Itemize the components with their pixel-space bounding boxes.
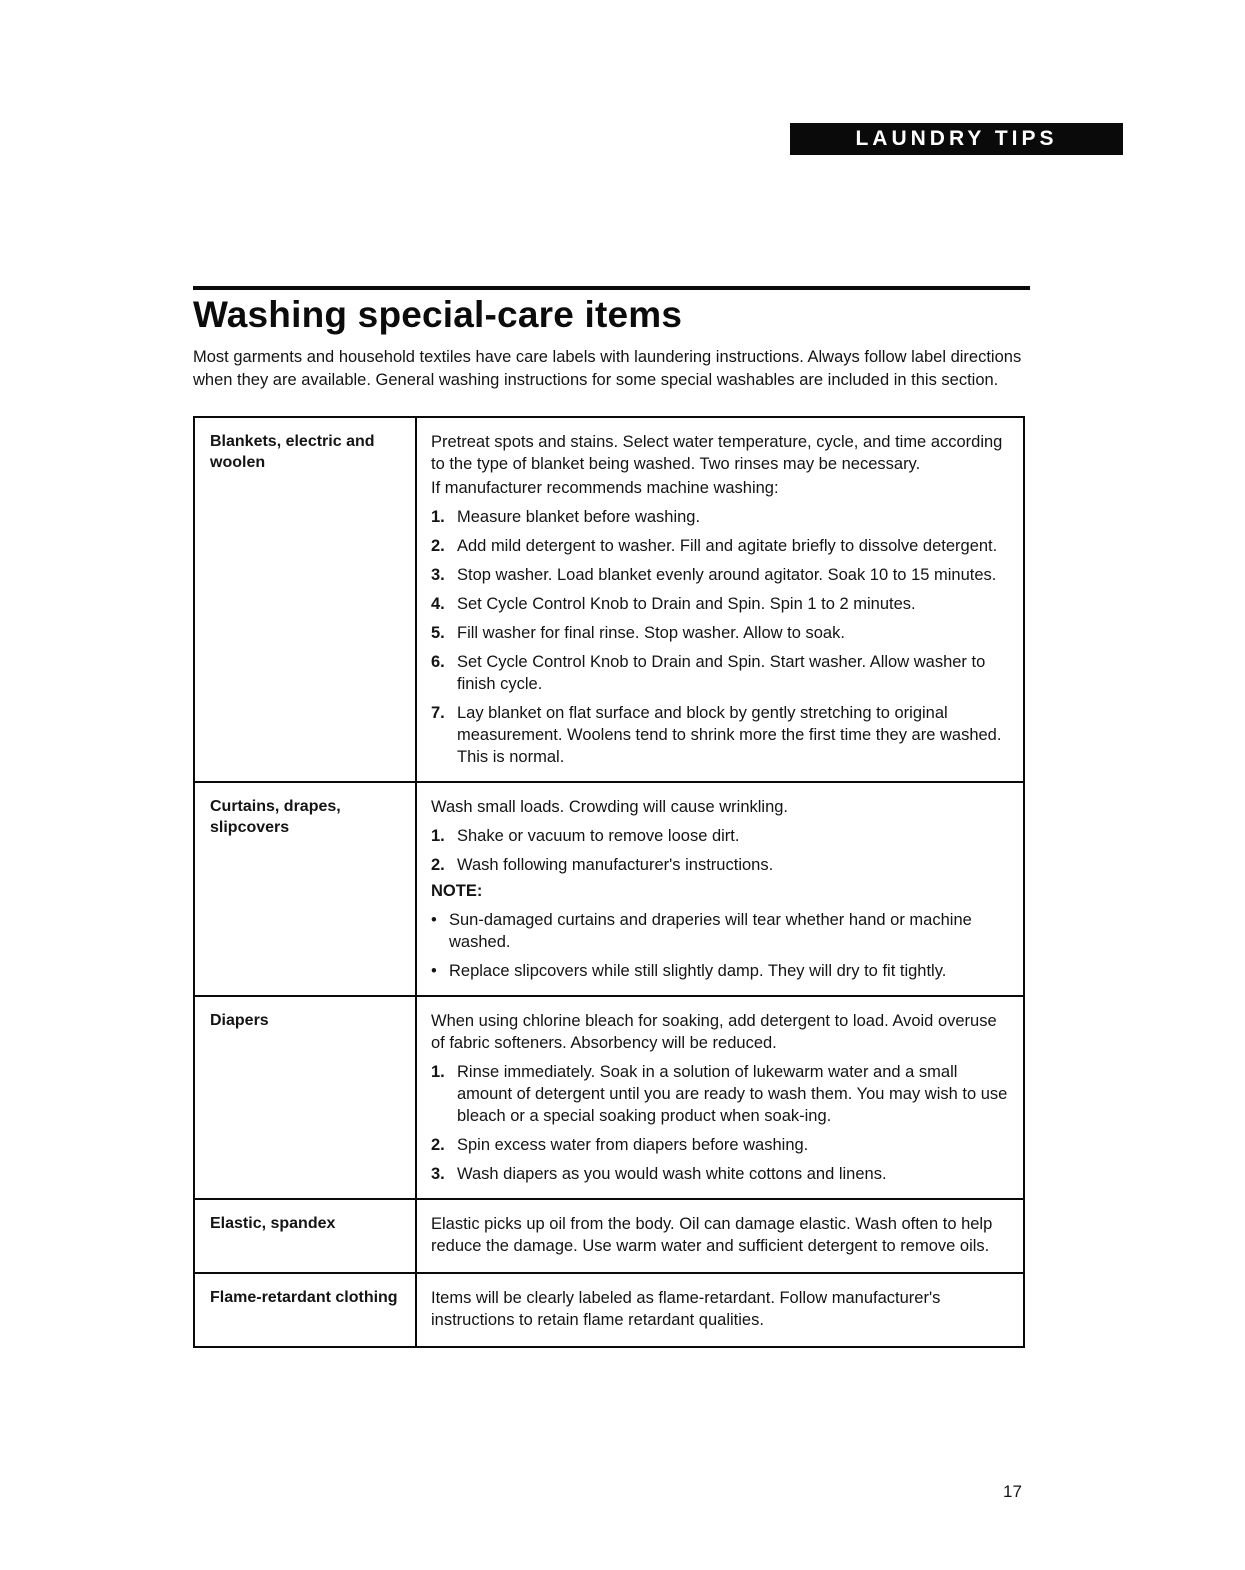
step-number: 2. [431,856,445,874]
step-number: 1. [431,1063,445,1081]
step-number: 3. [431,566,445,584]
numbered-step [431,1163,1009,1185]
row-instructions [417,783,1023,995]
table-row [195,1198,1023,1272]
bullet-item [431,909,1009,953]
page-content [193,286,1030,1348]
step-text: Measure blanket before washing. [457,508,701,526]
table-row [195,418,1023,781]
step-text: Replace slipcovers while still slightly damp. They will dry to fit tightly. [449,962,947,980]
step-text: Shake or vacuum to remove loose dirt. [457,827,740,845]
numbered-step [431,535,1009,557]
step-text: Spin excess water from diapers before washing. [457,1136,809,1154]
numbered-step [431,1134,1009,1156]
step-text: Rinse immediately. Soak in a solution of lukewarm water and a small amount of detergent until you are ready to wash them. You may wish to use bleach or a special soaking product when soak-ing. [457,1063,1008,1125]
numbered-step [431,825,1009,847]
step-number: 1. [431,827,445,845]
row-instructions [417,997,1023,1198]
row-instructions [417,1274,1023,1346]
row-label: Flame-retardant clothing [195,1274,417,1346]
step-number: 5. [431,624,445,642]
table-row [195,781,1023,995]
step-number: 3. [431,1165,445,1183]
step-number: 7. [431,704,445,722]
step-number: 4. [431,595,445,613]
bullet-item [431,960,1009,982]
step-text: Wash diapers as you would wash white cottons and linens. [457,1165,887,1183]
row-label: Blankets, electric and woolen [195,418,417,781]
instruction-paragraph: Items will be clearly labeled as flame-retardant. Follow manufacturer's instructions to retain flame retardant qualities. [431,1289,941,1329]
numbered-step [431,854,1009,876]
instruction-paragraph: When using chlorine bleach for soaking, add detergent to load. Avoid overuse of fabric softeners. Absorbency will be reduced. [431,1012,997,1052]
numbered-step [431,593,1009,615]
numbered-step [431,651,1009,695]
numbered-step [431,702,1009,768]
page-number: 17 [1003,1482,1022,1501]
numbered-step [431,1061,1009,1127]
instruction-paragraph: Elastic picks up oil from the body. Oil can damage elastic. Wash often to help reduce the damage. Use warm water and sufficient detergent to remove oils. [431,1215,993,1255]
bullet-marker: • [431,962,437,980]
step-text: Wash following manufacturer's instructions. [457,856,774,874]
numbered-step [431,506,1009,528]
numbered-step [431,622,1009,644]
bullet-marker: • [431,911,437,929]
title-rule [193,286,1030,290]
step-number: 2. [431,1136,445,1154]
step-text: Add mild detergent to washer. Fill and agitate briefly to dissolve detergent. [457,537,998,555]
row-label: Diapers [195,997,417,1198]
step-text: Fill washer for final rinse. Stop washer. Allow to soak. [457,624,845,642]
step-text: Set Cycle Control Knob to Drain and Spin. Spin 1 to 2 minutes. [457,595,916,613]
step-number: 1. [431,508,445,526]
instruction-paragraph: Pretreat spots and stains. Select water temperature, cycle, and time according to the type of blanket being washed. Two rinses may be necessary. [431,433,1003,473]
note-heading: NOTE: [431,882,483,900]
step-number: 6. [431,653,445,671]
intro-paragraph: Most garments and household textiles have care labels with laundering instructions. Always follow label directions when they are available. General washing instructions for some special washables are included in this section. [193,348,1022,389]
step-number: 2. [431,537,445,555]
row-instructions [417,1200,1023,1272]
row-instructions [417,418,1023,781]
instruction-paragraph: Wash small loads. Crowding will cause wrinkling. [431,798,789,816]
care-table [193,416,1025,1348]
banner-label: LAUNDRY TIPS [855,127,1058,150]
step-text: Stop washer. Load blanket evenly around agitator. Soak 10 to 15 minutes. [457,566,997,584]
step-text: Lay blanket on flat surface and block by gently stretching to original measurement. Woolens tend to shrink more the first time they are washed. This is normal. [457,704,1002,766]
row-label: Curtains, drapes, slipcovers [195,783,417,995]
page-title: Washing special-care items [193,294,683,335]
table-row [195,1272,1023,1346]
step-text: Set Cycle Control Knob to Drain and Spin. Start washer. Allow washer to finish cycle. [457,653,986,693]
laundry-tips-banner [790,123,1123,155]
step-text: Sun-damaged curtains and draperies will tear whether hand or machine washed. [449,911,972,951]
table-row [195,995,1023,1198]
instruction-paragraph: If manufacturer recommends machine washing: [431,479,779,497]
numbered-step [431,564,1009,586]
row-label: Elastic, spandex [195,1200,417,1272]
